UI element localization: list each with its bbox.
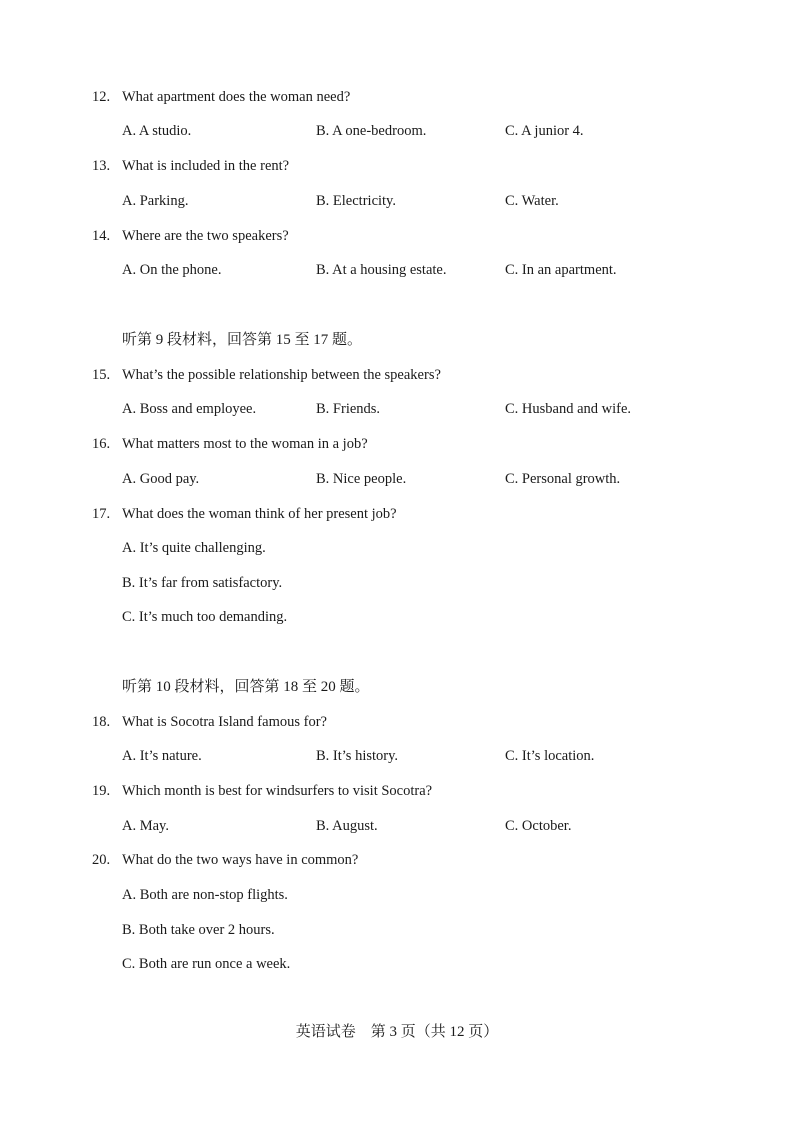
option-15-a: A. Boss and employee. [122,401,257,417]
question-text: What is Socotra Island famous for? [122,714,327,730]
option-16-c: C. Personal growth. [505,471,621,487]
question-text: What is included in the rent? [122,158,290,174]
section-heading-9: 听第 9 段材料，回答第 15 至 17 题。 [122,332,363,348]
option-16-b: B. Nice people. [316,471,407,487]
question-number: 12. [92,89,111,105]
option-17-b: B. It’s far from satisfactory. [122,575,283,591]
question-19 [92,782,432,800]
question-16 [92,435,368,453]
option-13-b: B. Electricity. [316,193,396,209]
question-number: 14. [92,228,111,244]
option-19-b: B. August. [316,818,378,834]
question-text: What does the woman think of her present job? [122,506,397,522]
question-18 [92,713,327,731]
question-text: What matters most to the woman in a job? [122,436,368,452]
option-12-c: C. A junior 4. [505,123,584,139]
option-12-b: B. A one-bedroom. [316,123,427,139]
option-20-a: A. Both are non-stop flights. [122,887,288,903]
option-19-a: A. May. [122,818,169,834]
option-13-c: C. Water. [505,193,559,209]
option-18-c: C. It’s location. [505,748,595,764]
question-number: 17. [92,506,111,522]
option-12-a: A. A studio. [122,123,192,139]
option-13-a: A. Parking. [122,193,189,209]
option-20-b: B. Both take over 2 hours. [122,922,275,938]
option-17-a: A. It’s quite challenging. [122,540,266,556]
page-footer: 英语试卷 第 3 页（共 12 页） [295,1024,499,1040]
question-number: 18. [92,714,111,730]
question-15 [92,366,441,384]
option-15-c: C. Husband and wife. [505,401,632,417]
option-14-a: A. On the phone. [122,262,222,278]
question-text: Where are the two speakers? [122,228,289,244]
question-13 [92,157,289,175]
question-text: Which month is best for windsurfers to visit Socotra? [122,783,433,799]
option-16-a: A. Good pay. [122,471,200,487]
question-text: What’s the possible relationship between the speakers? [122,367,441,383]
question-number: 16. [92,436,111,452]
question-17 [92,505,397,523]
question-number: 15. [92,367,111,383]
option-14-c: C. In an apartment. [505,262,617,278]
question-text: What do the two ways have in common? [122,852,359,868]
question-number: 20. [92,852,111,868]
option-18-b: B. It’s history. [316,748,399,764]
question-number: 13. [92,158,111,174]
question-12 [92,88,350,106]
question-14 [92,227,289,245]
option-17-c: C. It’s much too demanding. [122,609,288,625]
option-14-b: B. At a housing estate. [316,262,447,278]
option-20-c: C. Both are run once a week. [122,956,291,972]
section-heading-10: 听第 10 段材料，回答第 18 至 20 题。 [122,679,370,695]
option-18-a: A. It’s nature. [122,748,202,764]
option-15-b: B. Friends. [316,401,381,417]
question-text: What apartment does the woman need? [122,89,351,105]
question-20 [92,851,358,869]
question-number: 19. [92,783,111,799]
option-19-c: C. October. [505,818,572,834]
